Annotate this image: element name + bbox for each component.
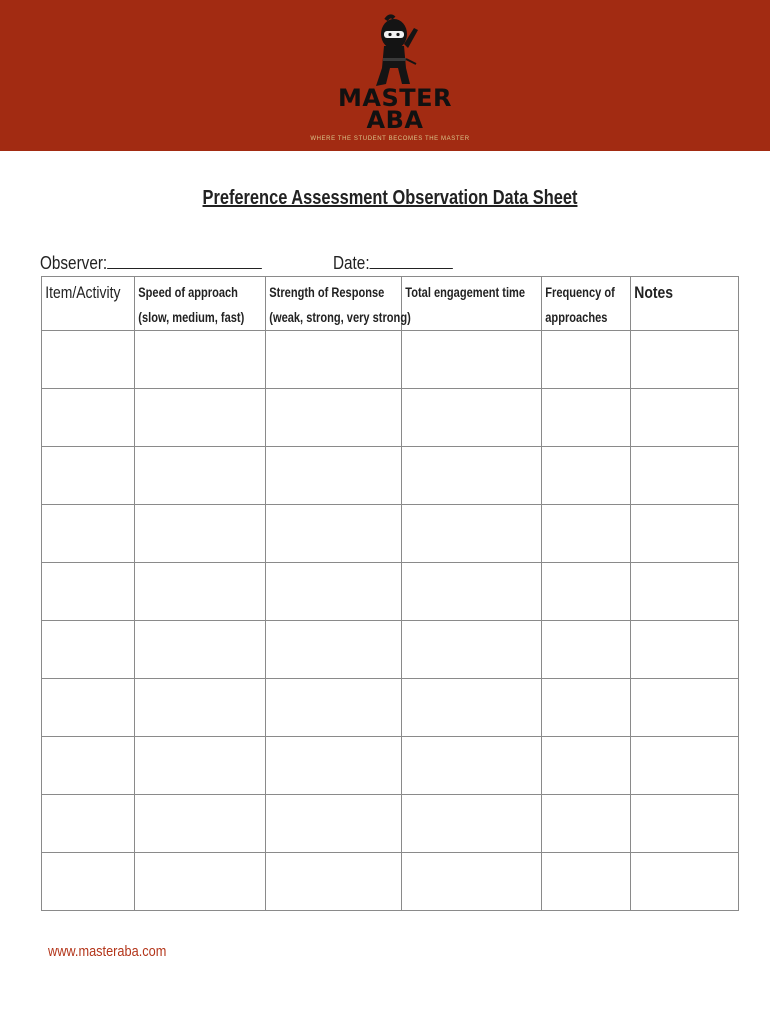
entry-cell[interactable]	[266, 389, 402, 447]
header-strength-of-response	[266, 277, 411, 331]
entry-cell[interactable]	[402, 331, 542, 389]
entry-cell[interactable]	[542, 621, 631, 679]
table-row	[42, 331, 739, 389]
entry-cell[interactable]	[135, 331, 266, 389]
header-label: Item/Activity	[45, 283, 121, 302]
entry-cell[interactable]	[631, 563, 739, 621]
entry-cell[interactable]	[631, 853, 739, 911]
entry-cell[interactable]	[266, 795, 402, 853]
date-field	[333, 252, 453, 274]
table-header-row	[42, 277, 739, 331]
entry-cell[interactable]	[266, 563, 402, 621]
entry-cell[interactable]	[266, 621, 402, 679]
entry-cell[interactable]	[42, 563, 135, 621]
entry-cell[interactable]	[631, 505, 739, 563]
brand-tagline: WHERE THE STUDENT BECOMES THE MASTER	[310, 136, 470, 142]
entry-cell[interactable]	[135, 389, 266, 447]
ninja-icon	[364, 14, 424, 88]
header-label: Strength of Response (weak, strong, very strong)	[269, 285, 411, 325]
table-row	[42, 737, 739, 795]
entry-cell[interactable]	[631, 621, 739, 679]
table-row	[42, 389, 739, 447]
entry-cell[interactable]	[266, 331, 402, 389]
entry-cell[interactable]	[542, 331, 631, 389]
entry-cell[interactable]	[42, 621, 135, 679]
entry-cell[interactable]	[542, 795, 631, 853]
entry-cell[interactable]	[135, 563, 266, 621]
header-item-activity	[42, 277, 135, 331]
header-notes	[631, 277, 739, 331]
entry-cell[interactable]	[542, 447, 631, 505]
entry-cell[interactable]	[542, 563, 631, 621]
entry-cell[interactable]	[42, 679, 135, 737]
entry-cell[interactable]	[631, 447, 739, 505]
entry-cell[interactable]	[42, 737, 135, 795]
entry-cell[interactable]	[631, 679, 739, 737]
table-row	[42, 853, 739, 911]
entry-cell[interactable]	[631, 331, 739, 389]
header-label: Total engagement time	[405, 285, 526, 300]
entry-cell[interactable]	[542, 853, 631, 911]
entry-cell[interactable]	[402, 679, 542, 737]
header-label: Frequency of approaches	[545, 285, 615, 325]
entry-cell[interactable]	[402, 737, 542, 795]
table-row	[42, 679, 739, 737]
entry-cell[interactable]	[266, 737, 402, 795]
entry-cell[interactable]	[42, 795, 135, 853]
table-row	[42, 621, 739, 679]
entry-cell[interactable]	[135, 853, 266, 911]
entry-cell[interactable]	[42, 331, 135, 389]
observer-field	[40, 252, 262, 274]
entry-cell[interactable]	[402, 505, 542, 563]
table-row	[42, 447, 739, 505]
entry-cell[interactable]	[631, 795, 739, 853]
brand-name-line1: MASTER	[338, 84, 452, 112]
date-label: Date:	[333, 253, 370, 273]
entry-cell[interactable]	[402, 447, 542, 505]
entry-cell[interactable]	[135, 447, 266, 505]
observation-table	[41, 276, 739, 911]
entry-cell[interactable]	[266, 447, 402, 505]
entry-cell[interactable]	[402, 621, 542, 679]
header-label: Notes	[634, 283, 674, 302]
entry-cell[interactable]	[631, 389, 739, 447]
table-row	[42, 563, 739, 621]
entry-cell[interactable]	[542, 389, 631, 447]
entry-cell[interactable]	[266, 853, 402, 911]
page-title: Preference Assessment Observation Data Sheet	[202, 187, 578, 209]
brand-name-line2: ABA	[366, 106, 424, 134]
entry-cell[interactable]	[42, 447, 135, 505]
entry-cell[interactable]	[42, 853, 135, 911]
table-row	[42, 505, 739, 563]
entry-cell[interactable]	[402, 853, 542, 911]
entry-cell[interactable]	[402, 563, 542, 621]
entry-cell[interactable]	[42, 505, 135, 563]
header-frequency-of-approaches	[542, 277, 631, 331]
header-total-engagement-time	[402, 277, 542, 331]
table-row	[42, 795, 739, 853]
header-label: Speed of approach (slow, medium, fast)	[138, 285, 245, 325]
entry-cell[interactable]	[135, 737, 266, 795]
observer-label: Observer:	[40, 253, 108, 273]
entry-cell[interactable]	[542, 679, 631, 737]
entry-cell[interactable]	[135, 679, 266, 737]
entry-cell[interactable]	[266, 679, 402, 737]
entry-cell[interactable]	[135, 621, 266, 679]
entry-cell[interactable]	[135, 795, 266, 853]
entry-cell[interactable]	[135, 505, 266, 563]
entry-cell[interactable]	[631, 737, 739, 795]
entry-cell[interactable]	[402, 795, 542, 853]
entry-cell[interactable]	[542, 505, 631, 563]
entry-cell[interactable]	[42, 389, 135, 447]
header-banner	[0, 0, 770, 151]
entry-cell[interactable]	[266, 505, 402, 563]
observer-blank-line	[107, 252, 262, 269]
header-speed-of-approach	[135, 277, 266, 331]
date-blank-line	[370, 252, 453, 269]
entry-cell[interactable]	[402, 389, 542, 447]
website-link[interactable]: www.masteraba.com	[48, 943, 167, 960]
entry-cell[interactable]	[542, 737, 631, 795]
